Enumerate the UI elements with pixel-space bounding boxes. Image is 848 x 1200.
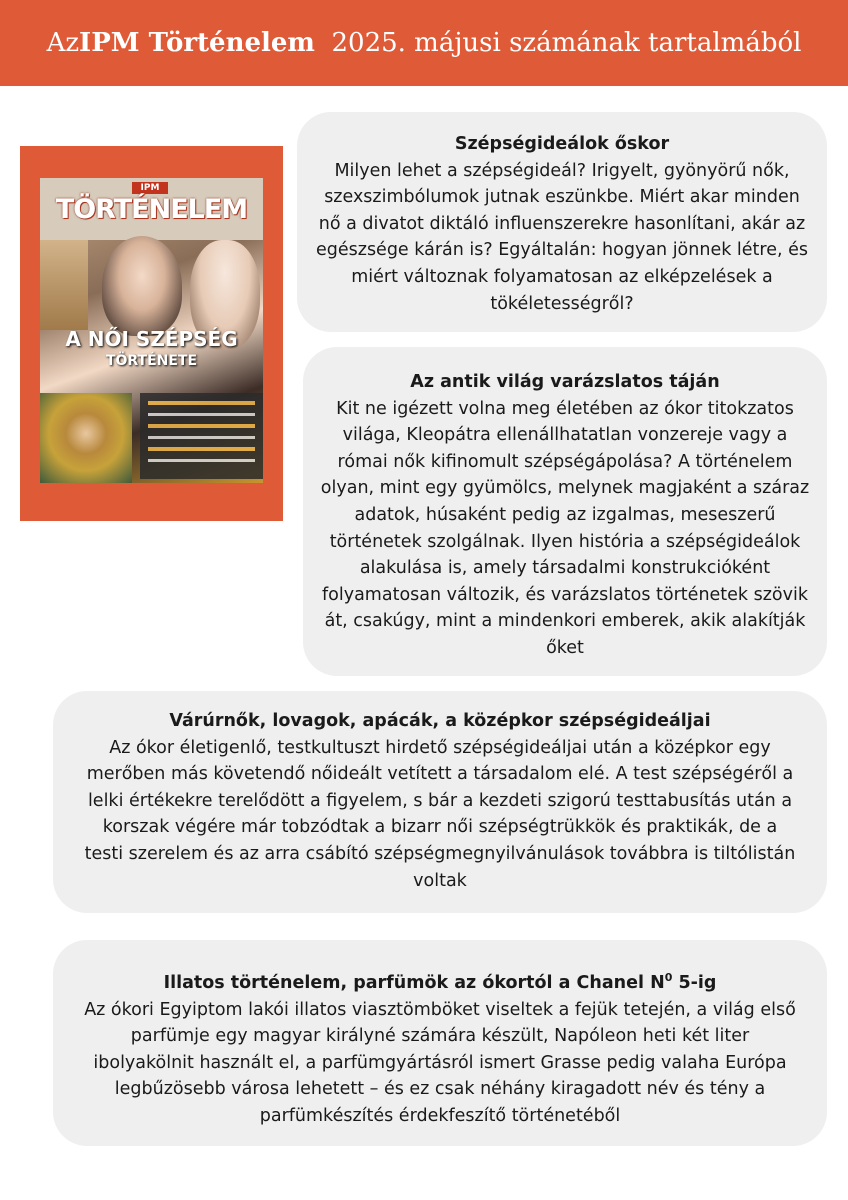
cover-brand: TÖRTÉNELEM xyxy=(55,194,248,225)
cover-teaser-line xyxy=(148,401,255,405)
cover-teaser-line xyxy=(148,413,255,416)
cover-headline xyxy=(40,328,263,372)
article-body: Milyen lehet a szépségideál? Irigyelt, gyönyörű nők, szexszimbólumok jutnak eszünkbe. Miért akar minden nő a divatot diktáló influenszerekre hasonlítani, akár az egészsége kárán is? Egyáltalán: hogyan jönnek létre, és miért változnak folyamatosan az elképzelések a tökéletességről? xyxy=(316,160,808,314)
article-body: Kit ne igézett volna meg életében az ókor titokzatos világa, Kleopátra ellenállhatatlan vonzereje vagy a római nők kifinomult szépségápolása? A történelem olyan, mint egy gyümölcs, melynek magjaként a száraz adatok, húsaként pedig az izgalmas, meseszerű történetek szolgálnak. Ilyen história a szépségideálok alakulása is, amely társadalmi konstrukcióként folyamatosan változik, és varázslatos történetek szövik át, csakúgy, mint a mindenkori emberek, akik alakítják őket xyxy=(320,398,810,658)
cover-teaser-line xyxy=(148,424,255,428)
cover-headline-sub: TÖRTÉNETE xyxy=(105,353,198,369)
page-header xyxy=(0,0,848,86)
article-title-superscript: 0 xyxy=(664,971,673,985)
cover-ipm-logo: IPM xyxy=(132,182,168,194)
header-prefix: Az xyxy=(46,28,80,58)
header-brand: IPM Történelem xyxy=(79,28,315,58)
article-title-main: Illatos történelem, parfümök az ókortól a Chanel N xyxy=(163,973,665,993)
cover-image xyxy=(40,178,263,483)
article-body: Az ókor életigenlő, testkultuszt hirdető szépségideáljai után a középkor egy merőben más követendő nőideált vetített a társadalom elé. A test szépségéről a lelki értékekre terelődött a figyelem, s bár a kezdeti szigorú testtabusítás után a korszak végére már tobzódtak a bizarr női szépségtrükkök és praktikák, de a testi szerelem és az arra csábító szépségmegnyilvánulások továbbra is tiltólistán voltak xyxy=(84,737,796,891)
cover-teaser-line xyxy=(148,436,255,439)
cover-egypt-figure xyxy=(40,240,88,330)
cover-teaser-box xyxy=(140,393,263,479)
article-title: Szépségideálok őskor xyxy=(454,134,670,154)
header-suffix: 2025. májusi számának tartalmából xyxy=(314,28,802,58)
cover-mosaic xyxy=(40,393,132,483)
article-body: Az ókori Egyiptom lakói illatos viasztömböket viseltek a fejük tetején, a világ első parfümje egy magyar királyné számára készült, Napóleon heti két liter ibolyakölnit használt el, a parfümgyártásról ismert Grasse pedig valaha Európa legbűzösebb városa lehetett – és ez csak néhány kiragadott név és tény a parfümkészítés érdekfeszítő történetéből xyxy=(84,999,796,1126)
magazine-cover xyxy=(20,146,283,521)
article-card xyxy=(297,112,827,332)
article-title: Várúrnők, lovagok, apácák, a középkor szépségideáljai xyxy=(169,711,711,731)
article-card xyxy=(53,940,827,1146)
article-title: Az antik világ varázslatos táján xyxy=(410,372,720,392)
cover-headline-main: A NŐI SZÉPSÉG xyxy=(65,327,238,351)
cover-portrait xyxy=(102,236,182,336)
article-title xyxy=(83,970,797,997)
article-card xyxy=(303,347,827,676)
article-card xyxy=(53,691,827,913)
cover-teaser-line xyxy=(148,447,255,451)
cover-teaser-line xyxy=(148,459,255,462)
article-title-end: 5-ig xyxy=(672,973,717,993)
